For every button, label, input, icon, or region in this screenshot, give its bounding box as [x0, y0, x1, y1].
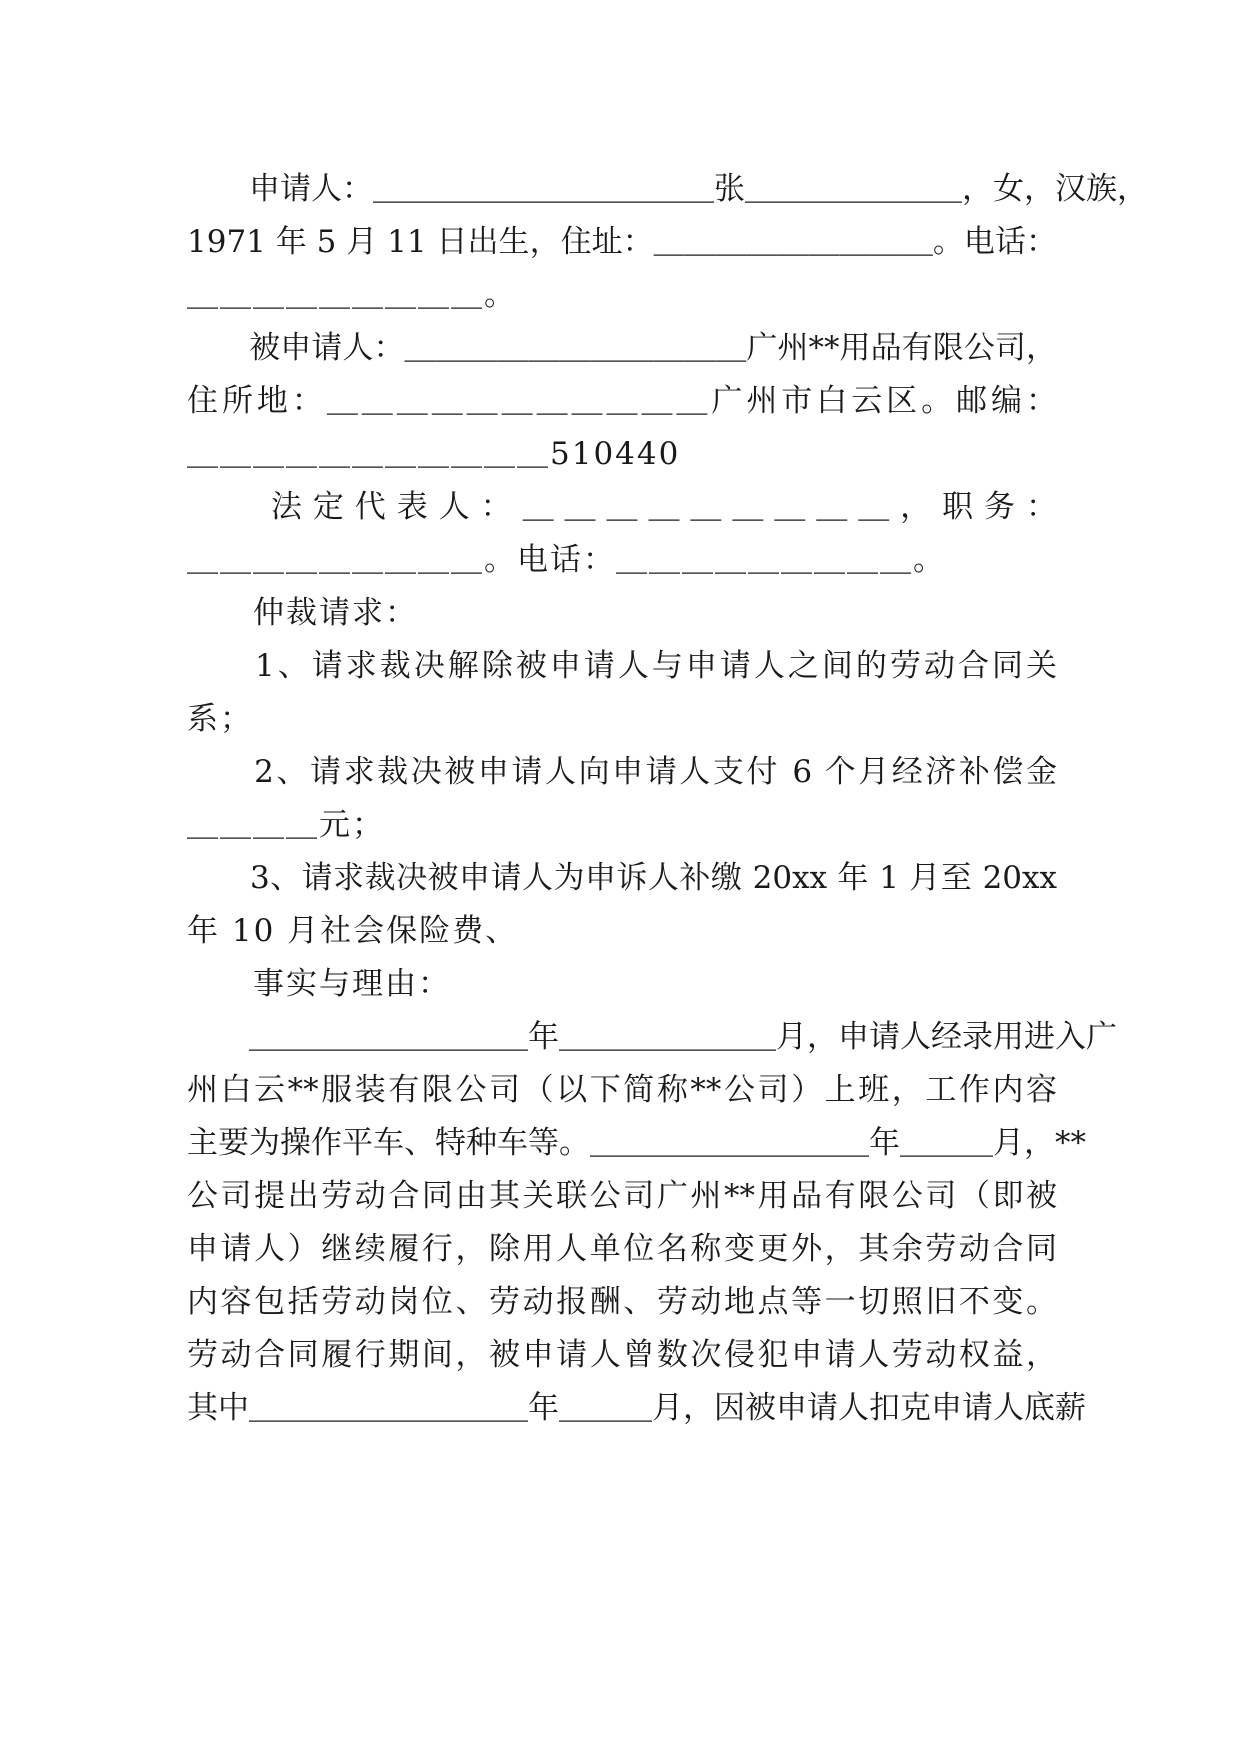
text-line: 公司提出劳动合同由其关联公司广州**用品有限公司（即被 [187, 1178, 1057, 1214]
text-line: 1971 年 5 月 11 日出生，住址：＿＿＿＿＿＿＿＿＿。电话： [187, 224, 1057, 260]
text-line: ＿＿＿＿＿＿＿＿＿。 [187, 277, 517, 313]
text-line: 系； [187, 701, 253, 737]
text-line: 其中＿＿＿＿＿＿＿＿＿年＿＿＿月，因被申请人扣克申请人底薪 [187, 1390, 1086, 1426]
text-line: 劳动合同履行期间，被申请人曾数次侵犯申请人劳动权益， [187, 1337, 1057, 1373]
text-line: 住所地：＿＿＿＿＿＿＿＿＿＿＿广州市白云区。邮编： [187, 383, 1057, 419]
text-line: 法定代表人：＿＿＿＿＿＿＿＿＿，职务： [187, 489, 1057, 525]
text-line: 被申请人：＿＿＿＿＿＿＿＿＿＿＿广州**用品有限公司， [187, 330, 1057, 366]
text-line: 1、请求裁决解除被申请人与申请人之间的劳动合同关 [187, 648, 1057, 684]
text-line: ＿＿＿＿＿＿＿＿＿。电话：＿＿＿＿＿＿＿＿＿。 [187, 542, 946, 578]
text-line: 申请人：＿＿＿＿＿＿＿＿＿＿＿张＿＿＿＿＿＿＿，女，汉族， [187, 171, 1148, 207]
text-line: 申请人）继续履行，除用人单位名称变更外，其余劳动合同 [187, 1231, 1057, 1267]
section-heading: 仲裁请求： [187, 595, 418, 631]
text-line: 主要为操作平车、特种车等。＿＿＿＿＿＿＿＿＿年＿＿＿月，** [187, 1125, 1086, 1161]
text-line: 州白云**服装有限公司（以下简称**公司）上班，工作内容 [187, 1072, 1057, 1108]
text-line: 3、请求裁决被申请人为申诉人补缴 20xx 年 1 月至 20xx [187, 860, 1057, 896]
text-line: 内容包括劳动岗位、劳动报酬、劳动地点等一切照旧不变。 [187, 1284, 1057, 1320]
section-heading: 事实与理由： [187, 966, 451, 1002]
text-line: 年 10 月社会保险费、 [187, 913, 519, 949]
text-line: 2、请求裁决被申请人向申请人支付 6 个月经济补偿金 [187, 754, 1057, 790]
text-line: ＿＿＿＿＿＿＿＿＿＿＿510440 [187, 436, 681, 472]
text-line: ＿＿＿＿＿＿＿＿＿年＿＿＿＿＿＿＿月，申请人经录用进入广 [187, 1019, 1117, 1055]
text-line: ＿＿＿＿元； [187, 807, 385, 843]
